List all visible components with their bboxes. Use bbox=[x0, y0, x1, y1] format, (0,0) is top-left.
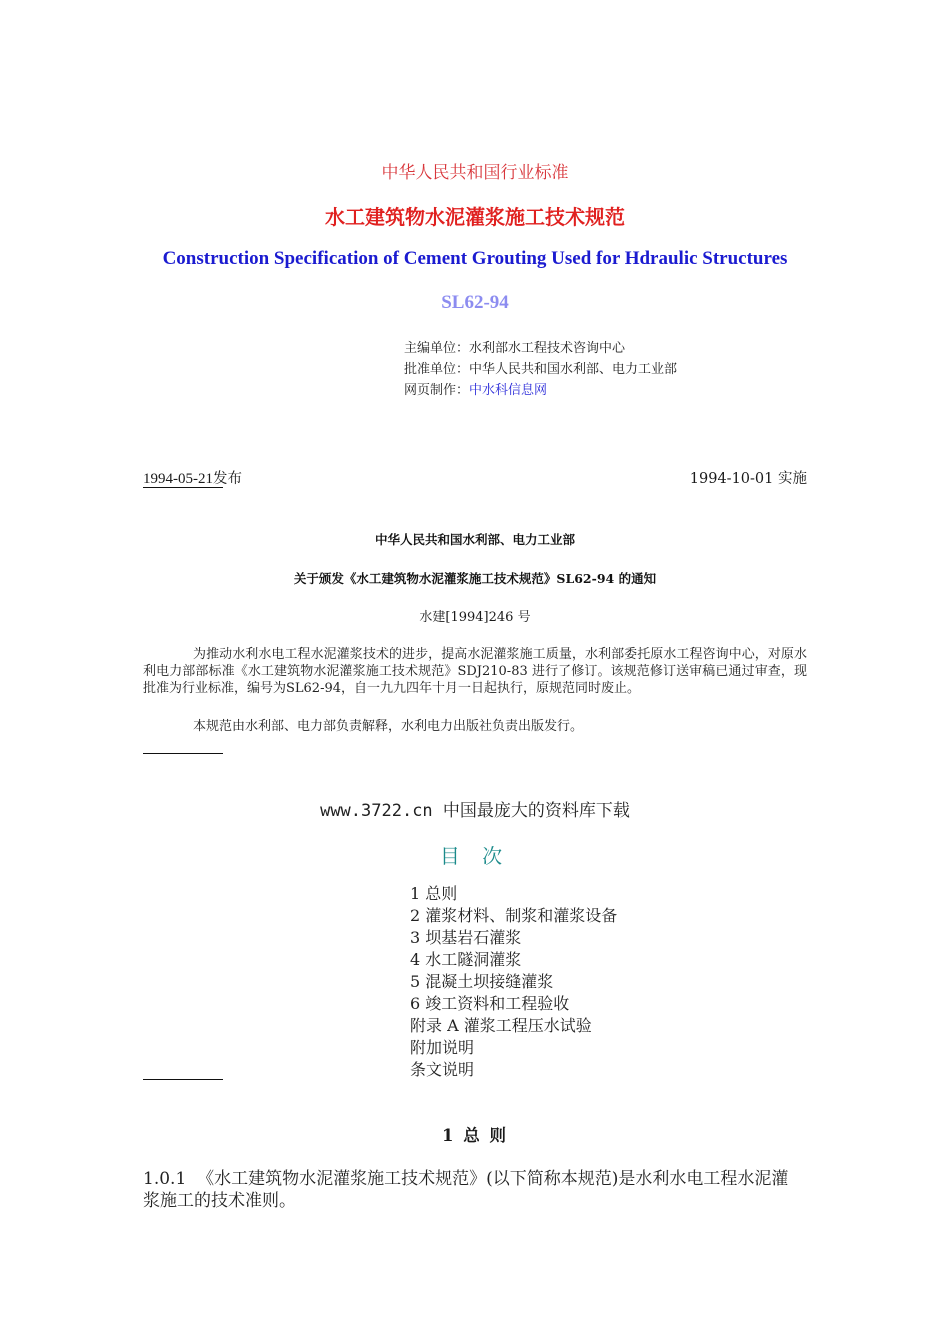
footnote-divider bbox=[143, 753, 223, 754]
toc-item[interactable]: 2 灌浆材料、制浆和灌浆设备 bbox=[410, 906, 618, 925]
approver-label: 批准单位： bbox=[404, 362, 470, 377]
toc-item[interactable]: 附录 A 灌浆工程压水试验 bbox=[410, 1016, 592, 1035]
publish-date-underline bbox=[143, 487, 223, 488]
toc-item[interactable]: 3 坝基岩石灌浆 bbox=[410, 928, 522, 947]
toc-item[interactable]: 4 水工隧洞灌浆 bbox=[410, 950, 522, 969]
toc-item[interactable]: 1 总则 bbox=[410, 884, 458, 903]
notice-paragraph-1: 为推动水利水电工程水泥灌浆技术的进步，提高水泥灌浆施工质量，水利部委托原水工程咨询中心，对原水利电力部部标准《水工建筑物水泥灌浆施工技术规范》SDJ210-83 进行了修订。该规范修订送审稿已通过审查，现批准为行业标准，编号为SL62-94，自一九九四年十月一日起执行，原规范同时废止。 bbox=[143, 647, 807, 696]
clause-text: 《水工建筑物水泥灌浆施工技术规范》(以下简称本规范)是水利水电工程水泥灌浆施工的技术准则。 bbox=[143, 1169, 789, 1211]
web-label: 网页制作： bbox=[404, 383, 470, 398]
watermark-text: 中国最庞大的资料库下载 bbox=[442, 801, 630, 821]
web-producer-link[interactable]: 中水科信息网 bbox=[469, 383, 548, 398]
standard-code: SL62-94 bbox=[441, 292, 509, 313]
toc-title: 目 次 bbox=[439, 844, 511, 868]
clause-1-0-1 bbox=[143, 1168, 803, 1212]
approver-value: 中华人民共和国水利部、电力工业部 bbox=[469, 362, 678, 377]
notice-ref-number: 水建[1994]246 号 bbox=[419, 610, 531, 625]
publish-date-value: 1994-05-21 bbox=[143, 471, 213, 487]
editor-unit bbox=[404, 338, 625, 359]
toc-list bbox=[410, 883, 617, 1081]
toc-divider bbox=[143, 1079, 223, 1080]
publish-date bbox=[143, 467, 242, 488]
approver-unit bbox=[404, 359, 677, 380]
document-title-cn: 水工建筑物水泥灌浆施工技术规范 bbox=[325, 205, 625, 229]
notice-title: 关于颁发《水工建筑物水泥灌浆施工技术规范》SL62-94 的通知 bbox=[293, 571, 657, 586]
section-heading: 1 总 则 bbox=[442, 1126, 508, 1145]
toc-item[interactable]: 附加说明 bbox=[410, 1038, 475, 1057]
watermark-url[interactable]: www.3722.cn bbox=[320, 801, 433, 821]
web-producer bbox=[404, 380, 547, 401]
editor-value: 水利部水工程技术咨询中心 bbox=[469, 341, 626, 356]
watermark-line bbox=[0, 796, 950, 821]
toc-item[interactable]: 5 混凝土坝接缝灌浆 bbox=[410, 972, 554, 991]
notice-paragraph-2: 本规范由水利部、电力部负责解释，水利电力出版社负责出版发行。 bbox=[193, 719, 584, 734]
publish-suffix: 发布 bbox=[213, 471, 242, 487]
notice-issuer: 中华人民共和国水利部、电力工业部 bbox=[374, 532, 575, 547]
toc-item[interactable]: 6 竣工资料和工程验收 bbox=[410, 994, 570, 1013]
effective-date: 1994-10-01 实施 bbox=[689, 471, 807, 487]
toc-item[interactable]: 条文说明 bbox=[410, 1060, 475, 1079]
clause-number: 1.0.1 bbox=[143, 1169, 187, 1189]
document-title-en: Construction Specification of Cement Grouting Used for Hdraulic Structures bbox=[162, 248, 788, 269]
editor-label: 主编单位： bbox=[404, 341, 470, 356]
standard-type: 中华人民共和国行业标准 bbox=[381, 163, 569, 183]
